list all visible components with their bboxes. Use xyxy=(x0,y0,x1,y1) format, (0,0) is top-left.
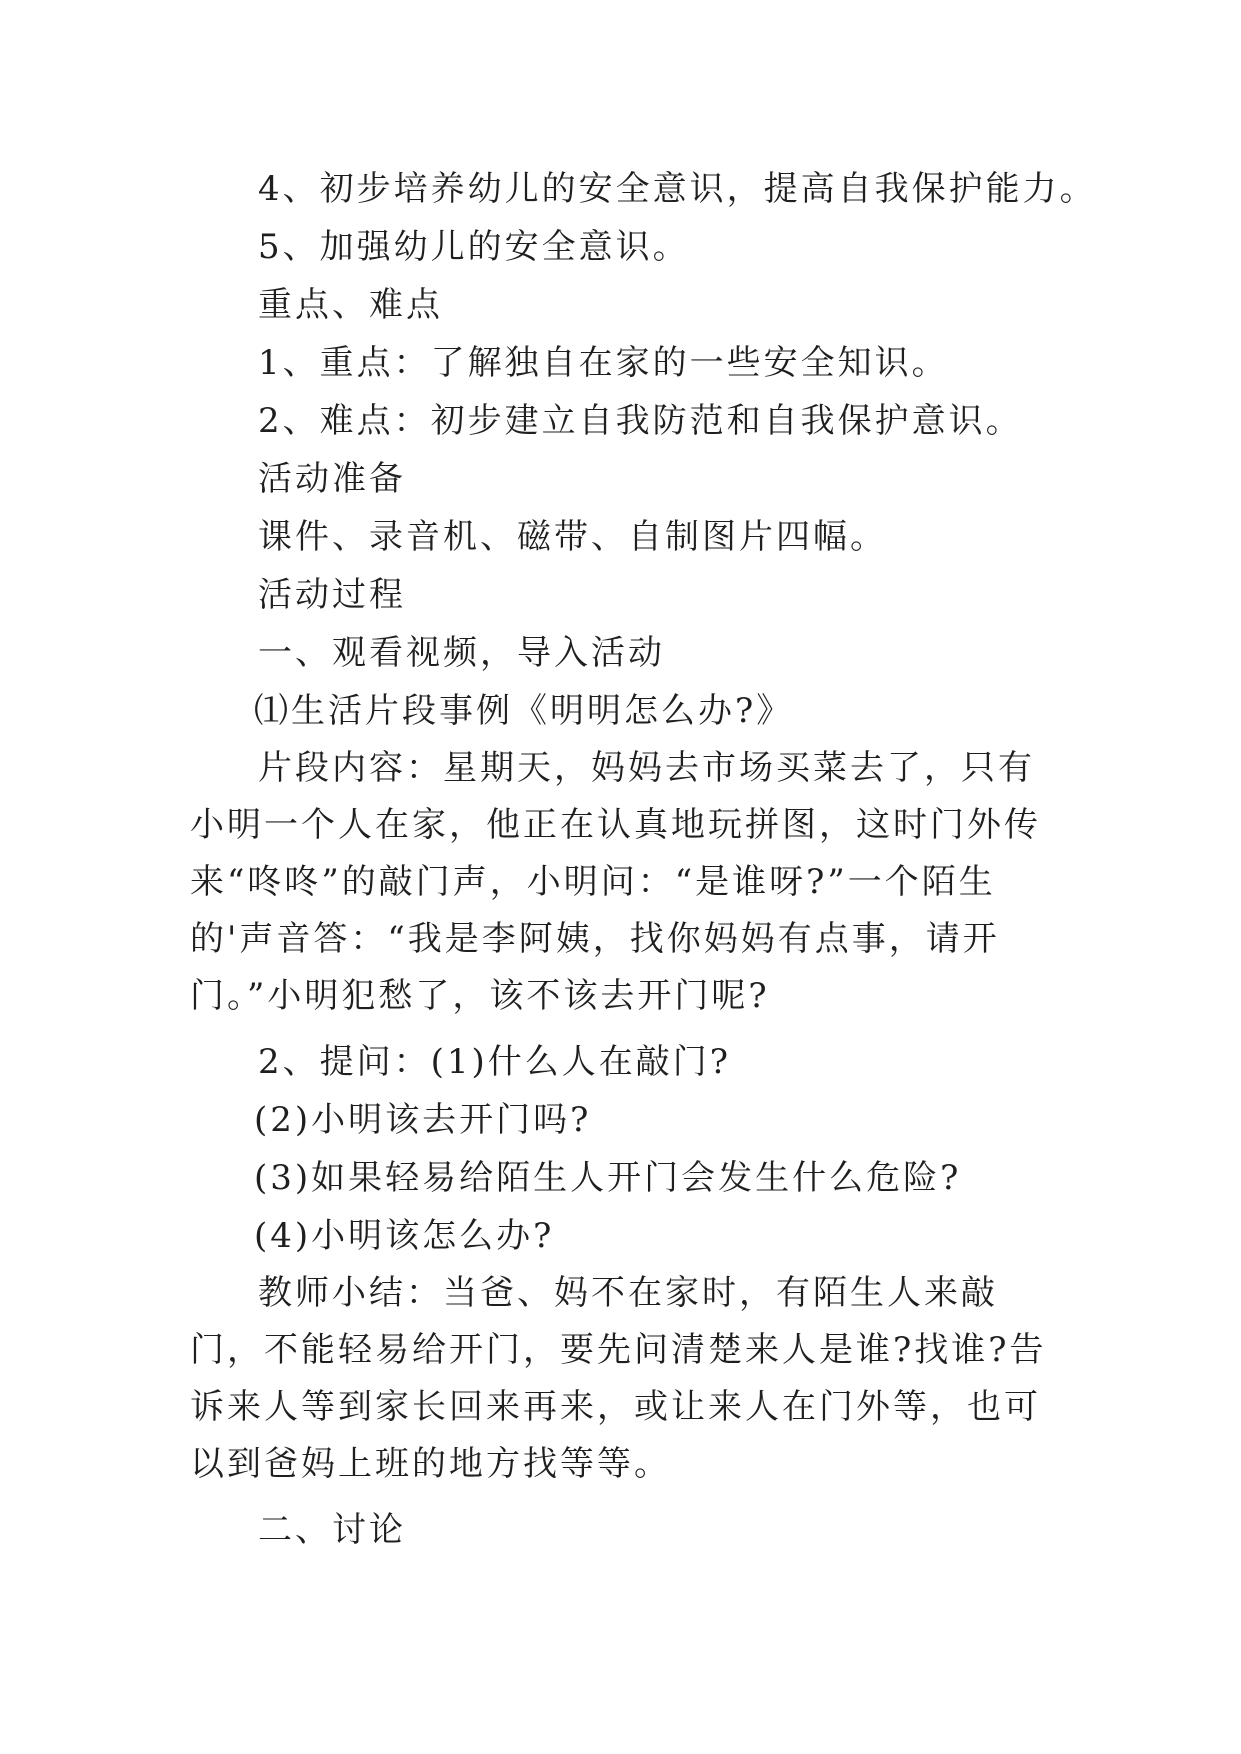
key-point-1: 1、重点：了解独自在家的一些安全知识。 xyxy=(258,343,949,383)
teacher-summary-paragraph: 教师小结：当爸、妈不在家时，有陌生人来敲门，不能轻易给开门，要先问清楚来人是谁?找谁?告诉来人等到家长回来再来，或让来人在门外等，也可以到爸妈上班的地方找等等。 xyxy=(190,1273,1047,1484)
question-2: (2)小明该去开门吗? xyxy=(254,1100,592,1140)
section-heading-preparation: 活动准备 xyxy=(258,459,406,499)
section-heading-key-points: 重点、难点 xyxy=(258,285,443,325)
preparation-materials: 课件、录音机、磁带、自制图片四幅。 xyxy=(258,517,887,557)
key-point-2: 2、难点：初步建立自我防范和自我保护意识。 xyxy=(258,401,1023,441)
document-body xyxy=(190,160,1097,1559)
goal-item-4: 4、初步培养幼儿的安全意识，提高自我保护能力。 xyxy=(258,169,1097,209)
question-4: (4)小明该怎么办? xyxy=(254,1216,555,1256)
question-3: (3)如果轻易给陌生人开门会发生什么危险? xyxy=(254,1158,962,1198)
story-paragraph: 片段内容：星期天，妈妈去市场买菜去了，只有小明一个人在家，他正在认真地玩拼图，这时门外传来“咚咚”的敲门声，小明问：“是谁呀?”一个陌生的'声音答：“我是李阿姨，找你妈妈有点事，请开门。”小明犯愁了，该不该去开门呢? xyxy=(190,748,1041,1016)
process-step-1-heading: 一、观看视频，导入活动 xyxy=(258,633,665,673)
goal-item-5: 5、加强幼儿的安全意识。 xyxy=(258,227,690,267)
section-heading-process: 活动过程 xyxy=(258,575,406,615)
question-1: 2、提问：(1)什么人在敲门? xyxy=(258,1042,732,1082)
section-two-heading: 二、讨论 xyxy=(258,1510,406,1550)
life-example-title: ⑴生活片段事例《明明怎么办?》 xyxy=(254,691,794,731)
